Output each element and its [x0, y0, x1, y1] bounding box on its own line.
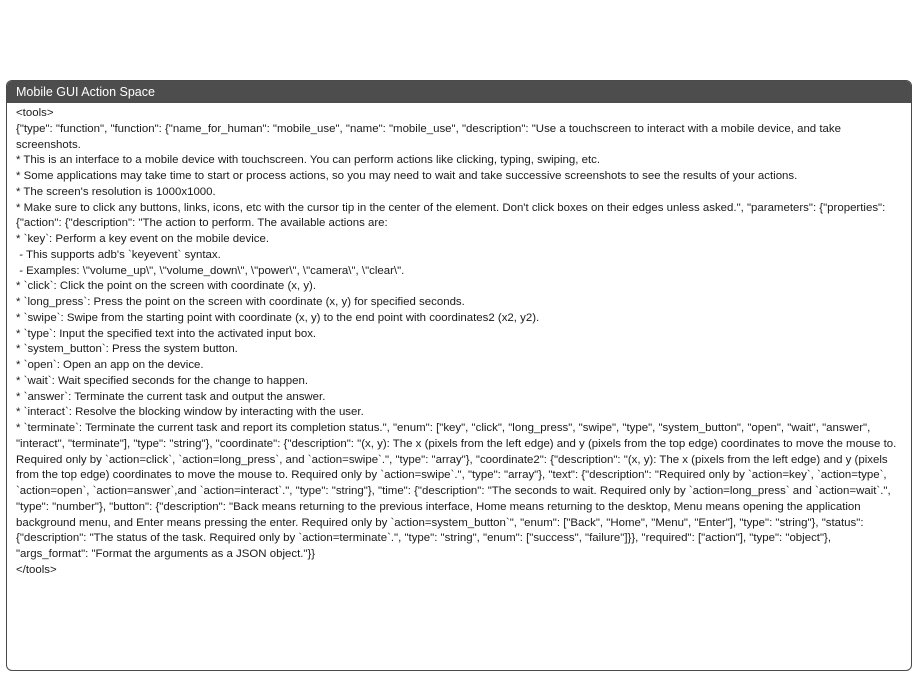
panel-title: Mobile GUI Action Space: [7, 81, 911, 103]
tools-definition-text: <tools> {"type": "function", "function": {"name_for_human": "mobile_use", "name": "mobile_use", "description": "Use a touchscreen to interact with a mobile device, and take screenshots. * This is an interface to a mobile device with touchscreen. You can perform actions like clicking, typing, swiping, etc. * Some applications may take time to start or process actions, so you may need to wait and take successive screenshots to see the results of your actions. * The screen's resolution is 1000x1000. * Make sure to click any buttons, links, icons, etc with the cursor tip in the center of the element. Don't click boxes on their edges unless asked.", "parameters": {"properties": {"action": {"description": "The action to perform. The available actions are: * `key`: Perform a key event on the mobile device. - This supports adb's `keyevent` syntax. - Examples: \"volume_up\", \"volume_down\", \"power\", \"camera\", \"clear\". * `click`: Click the point on the screen with coordinate (x, y). * `long_press`: Press the point on the screen with coordinate (x, y) for specified seconds. * `swipe`: Swipe from the starting point with coordinate (x, y) to the end point with coordinates2 (x2, y2). * `type`: Input the specified text into the activated input box. * `system_button`: Press the system button. * `open`: Open an app on the device. * `wait`: Wait specified seconds for the change to happen. * `answer`: Terminate the current task and output the answer. * `interact`: Resolve the blocking window by interacting with the user. * `terminate`: Terminate the current task and report its completion status.", "enum": ["key", "click", "long_press", "swipe", "type", "system_button", "open", "wait", "answer", "interact", "terminate"], "type": "string"}, "coordinate": {"description": "(x, y): The x (pixels from the left edge) and y (pixels from the top edge) coordinates to move the mouse to. Required only by `action=click`, `action=long_press`, and `action=swipe`.", "type": "array"}, "coordinate2": {"description": "(x, y): The x (pixels from the left edge) and y (pixels from the top edge) coordinates to move the mouse to. Required only by `action=swipe`.", "type": "array"}, "text": {"description": "Required only by `action=key`, `action=type`, `action=open`, `action=answer`,and `action=interact`.", "type": "string"}, "time": {"description": "The seconds to wait. Required only by `action=long_press` and `action=wait`.", "type": "number"}, "button": {"description": "Back means returning to the previous interface, Home means returning to the desktop, Menu means opening the application background menu, and Enter means pressing the enter. Required only by `action=system_button`", "enum": ["Back", "Home", "Menu", "Enter"], "type": "string"}, "status": {"description": "The status of the task. Required only by `action=terminate`.", "type": "string", "enum": ["success", "failure"]}}, "required": ["action"], "type": "object"}, "args_format": "Format the arguments as a JSON object."}} </tools>: [16, 107, 897, 576]
action-space-panel: [6, 80, 912, 671]
